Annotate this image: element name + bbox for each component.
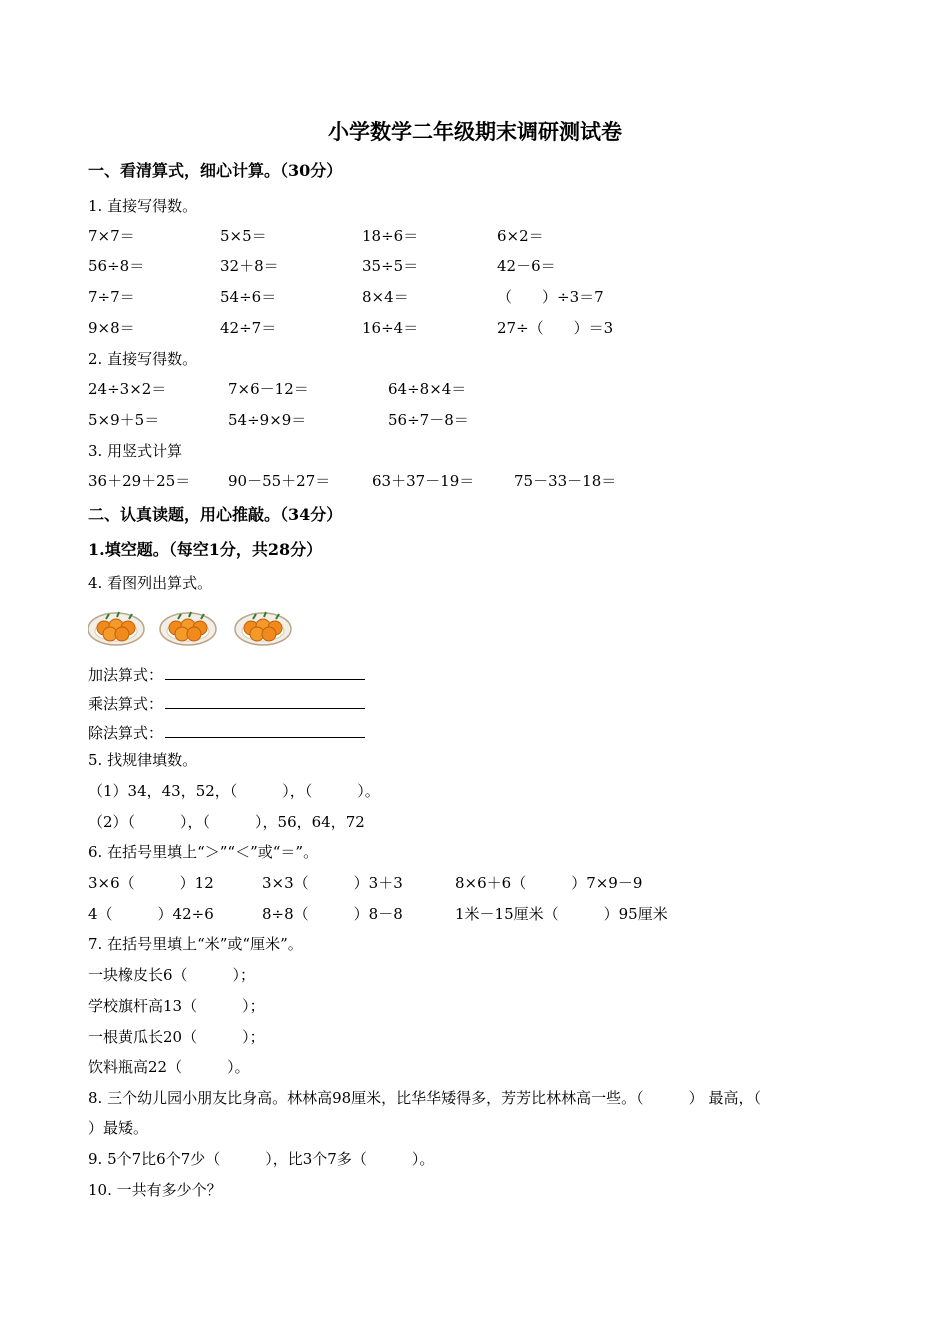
- q6-item: 1米－15厘米（ ）95厘米: [455, 905, 668, 923]
- q1-cell: 16÷4＝: [362, 319, 419, 337]
- q1-cell: （ ）÷3＝7: [497, 288, 604, 306]
- q8-line: ）最矮。: [88, 1119, 149, 1137]
- q1-cell: 27÷（ ）＝3: [497, 319, 614, 337]
- multiplication-formula-blank[interactable]: [165, 693, 365, 709]
- q3-item: 90－55＋27＝: [228, 472, 331, 490]
- q1-cell: 56÷8＝: [88, 257, 145, 275]
- q4-label: 4. 看图列出算式。: [88, 574, 213, 592]
- q3-item: 36＋29＋25＝: [88, 472, 191, 490]
- division-formula-line: [88, 722, 365, 743]
- q7-line: 一根黄瓜长20（ ）；: [88, 1028, 265, 1046]
- q1-cell: 7÷7＝: [88, 288, 135, 306]
- addition-formula-blank[interactable]: [165, 664, 365, 680]
- plate-with-oranges: [160, 612, 216, 645]
- q5-label: 5. 找规律填数。: [88, 751, 198, 769]
- q8-line: 8. 三个幼儿园小朋友比身高。林林高98厘米，比华华矮得多，芳芳比林林高一些。（ ） 最高，（: [88, 1089, 761, 1107]
- q1-cell: 32＋8＝: [220, 257, 279, 275]
- q1-cell: 8×4＝: [362, 288, 409, 306]
- q6-item: 4（ ）42÷6: [88, 905, 214, 923]
- q6-item: 8÷8（ ）8－8: [262, 905, 403, 923]
- q10-line: 10. 一共有多少个？: [88, 1181, 222, 1199]
- q1-cell: 42÷7＝: [220, 319, 277, 337]
- orange-plates-illustration: [88, 602, 308, 652]
- q1-cell: 9×8＝: [88, 319, 135, 337]
- q1-cell: 18÷6＝: [362, 227, 419, 245]
- division-formula-label: 除法算式：: [88, 724, 164, 742]
- q2-cell: 5×9＋5＝: [88, 411, 160, 429]
- q1-cell: 6×2＝: [497, 227, 544, 245]
- q2-cell: 24÷3×2＝: [88, 380, 167, 398]
- section2-heading: 二、认真读题，用心推敲。（34分）: [88, 505, 343, 524]
- q1-cell: 7×7＝: [88, 227, 135, 245]
- q3-item: 63＋37－19＝: [372, 472, 475, 490]
- q5-line: （1）34，43，52，（ ），（ ）。: [88, 782, 380, 800]
- multiplication-formula-line: [88, 693, 365, 714]
- orange-plates-svg: [88, 602, 308, 648]
- q7-line: 一块橡皮长6（ ）；: [88, 966, 256, 984]
- q3-label: 3. 用竖式计算: [88, 442, 183, 460]
- page-title: 小学数学二年级期末调研测试卷: [328, 119, 622, 144]
- q2-cell: 7×6－12＝: [228, 380, 309, 398]
- q1-cell: 35÷5＝: [362, 257, 419, 275]
- addition-formula-label: 加法算式：: [88, 666, 164, 684]
- q2-label: 2. 直接写得数。: [88, 350, 198, 368]
- q2-cell: 64÷8×4＝: [388, 380, 467, 398]
- q2-cell: 54÷9×9＝: [228, 411, 307, 429]
- q1-cell: 42－6＝: [497, 257, 556, 275]
- q3-item: 75－33－18＝: [514, 472, 617, 490]
- division-formula-blank[interactable]: [165, 722, 365, 738]
- q1-cell: 54÷6＝: [220, 288, 277, 306]
- q5-line: （2）（ ），（ ），56，64，72: [88, 813, 365, 831]
- q6-item: 3×3（ ）3＋3: [262, 874, 403, 892]
- q2-cell: 56÷7－8＝: [388, 411, 469, 429]
- q7-line: 学校旗杆高13（ ）；: [88, 997, 265, 1015]
- q6-item: 3×6（ ）12: [88, 874, 214, 892]
- q1-label: 1. 直接写得数。: [88, 197, 198, 215]
- addition-formula-line: [88, 664, 365, 685]
- q6-item: 8×6＋6（ ）7×9－9: [455, 874, 643, 892]
- q7-line: 饮料瓶高22（ ）。: [88, 1058, 250, 1076]
- section2-subheading: 1.填空题。（每空1分，共28分）: [88, 540, 323, 559]
- q1-cell: 5×5＝: [220, 227, 267, 245]
- plate-with-oranges: [88, 612, 144, 645]
- section1-heading: 一、看清算式，细心计算。（30分）: [88, 161, 343, 180]
- plate-with-oranges: [235, 612, 291, 645]
- multiplication-formula-label: 乘法算式：: [88, 695, 164, 713]
- q9-line: 9. 5个7比6个7少（ ），比3个7多（ ）。: [88, 1150, 435, 1168]
- q7-label: 7. 在括号里填上“米”或“厘米”。: [88, 935, 303, 953]
- q6-label: 6. 在括号里填上“＞”“＜”或“＝”。: [88, 843, 319, 861]
